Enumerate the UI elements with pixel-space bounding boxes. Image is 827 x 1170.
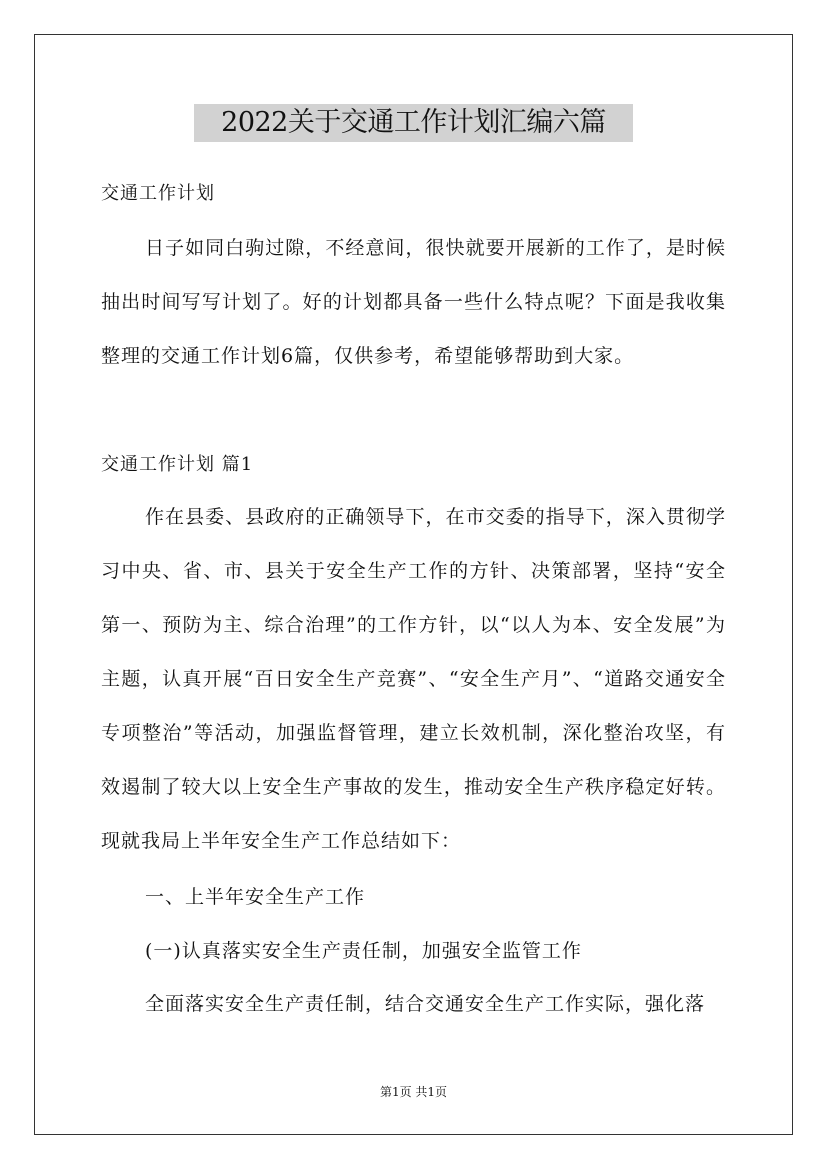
subheading-responsibility: (一)认真落实安全生产责任制，加强安全监管工作	[145, 940, 582, 962]
page-footer: 第1页 共1页	[379, 1085, 448, 1099]
last-paragraph-line: 全面落实安全生产责任制，结合交通安全生产工作实际，强化落	[145, 993, 706, 1015]
subheading-safety-work: 一、上半年安全生产工作	[145, 886, 366, 908]
section-1-heading: 交通工作计划 篇1	[101, 454, 254, 475]
intro-heading: 交通工作计划	[101, 183, 215, 204]
intro-paragraph: 日子如同白驹过隙，不经意间，很快就要开展新的工作了，是时候抽出时间写写计划了。好的计划都具备一些什么特点呢？下面是我收集整理的交通工作计划6篇，仅供参考，希望能够帮助到大家。	[101, 237, 726, 367]
document-title: 2022关于交通工作计划汇编六篇	[194, 104, 633, 142]
section-1-paragraph: 作在县委、县政府的正确领导下，在市交委的指导下，深入贯彻学习中央、省、市、县关于安全生产工作的方针、决策部署，坚持“安全第一、预防为主、综合治理”的工作方针，以“以人为本、安全发展”为主题，认真开展“百日安全生产竞赛”、“安全生产月”、“道路交通安全专项整治”等活动，加强监督管理，建立长效机制，深化整治攻坚，有效遏制了较大以上安全生产事故的发生，推动安全生产秩序稳定好转。现就我局上半年安全生产工作总结如下：	[101, 506, 726, 852]
